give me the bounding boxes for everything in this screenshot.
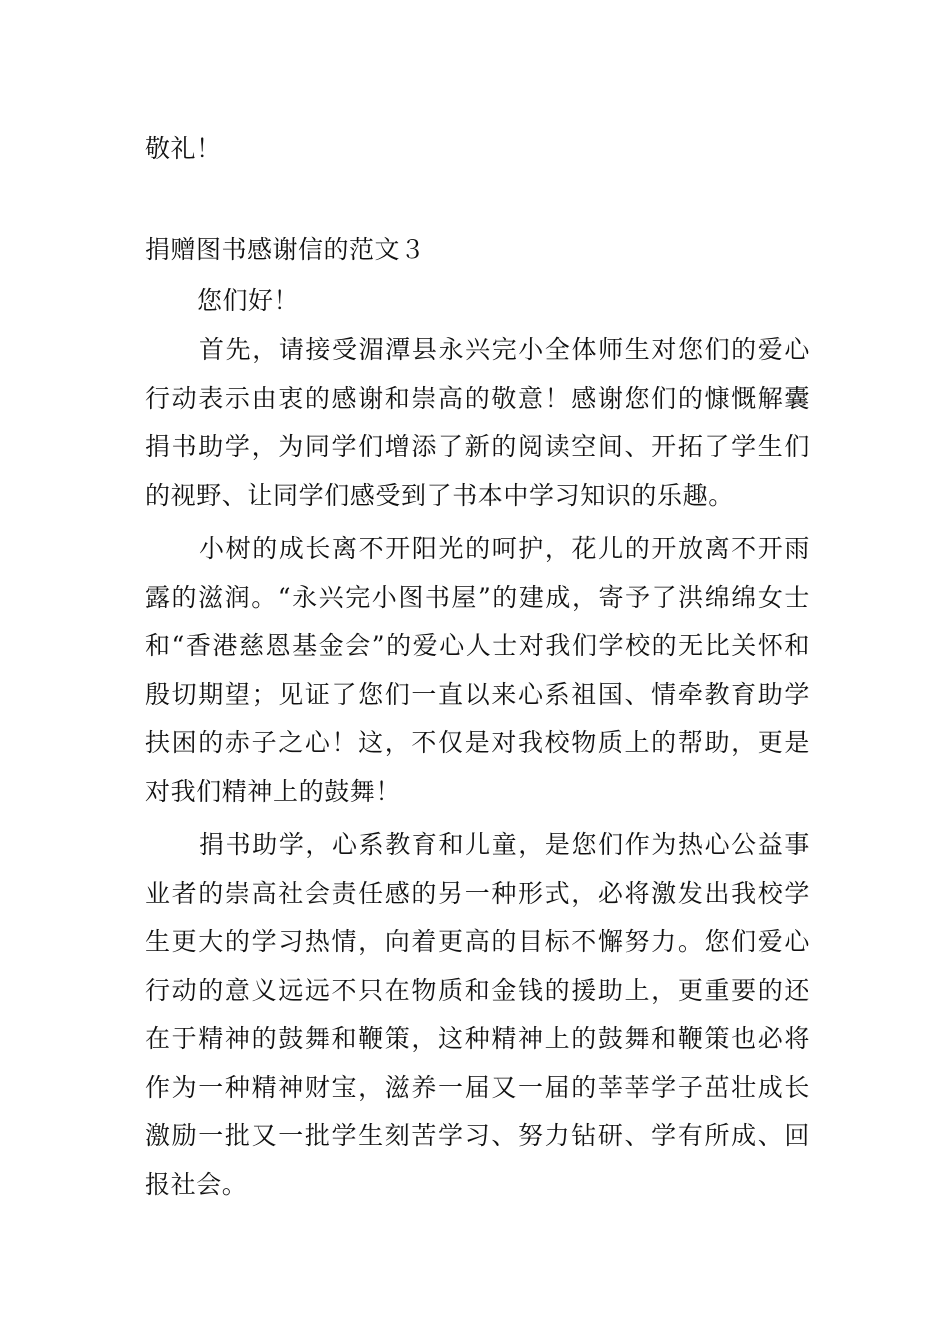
paragraph-1: 首先，请接受湄潭县永兴完小全体师生对您们的爱心行动表示由衷的感谢和崇高的敬意！感谢您们的慷慨解囊捐书助学，为同学们增添了新的阅读空间、开拓了学生们的视野、让同学们感受到了书本中学习知识的乐趣。 xyxy=(145,335,810,510)
paragraph-3: 捐书助学，心系教育和儿童，是您们作为热心公益事业者的崇高社会责任感的另一种形式，必将激发出我校学生更大的学习热情，向着更高的目标不懈努力。您们爱心行动的意义远远不只在物质和金钱的援助上，更重要的还在于精神的鼓舞和鞭策，这种精神上的鼓舞和鞭策也必将作为一种精神财宝，滋养一届又一届的莘莘学子茁壮成长激励一批又一批学生刻苦学习、努力钻研、学有所成、回报社会。 xyxy=(145,830,810,1199)
closing-salutation: 敬礼！ xyxy=(145,134,222,163)
letter-title: 捐赠图书感谢信的范文３ xyxy=(145,235,426,264)
paragraph-2: 小树的成长离不开阳光的呵护，花儿的开放离不开雨露的滋润。“永兴完小图书屋”的建成，寄予了洪绵绵女士和“香港慈恩基金会”的爱心人士对我们学校的无比关怀和殷切期望；见证了您们一直以来心系祖国、情牵教育助学扶困的赤子之心！这，不仅是对我校物质上的帮助，更是对我们精神上的鼓舞！ xyxy=(145,534,810,806)
letter-greeting: 您们好！ xyxy=(197,286,300,315)
